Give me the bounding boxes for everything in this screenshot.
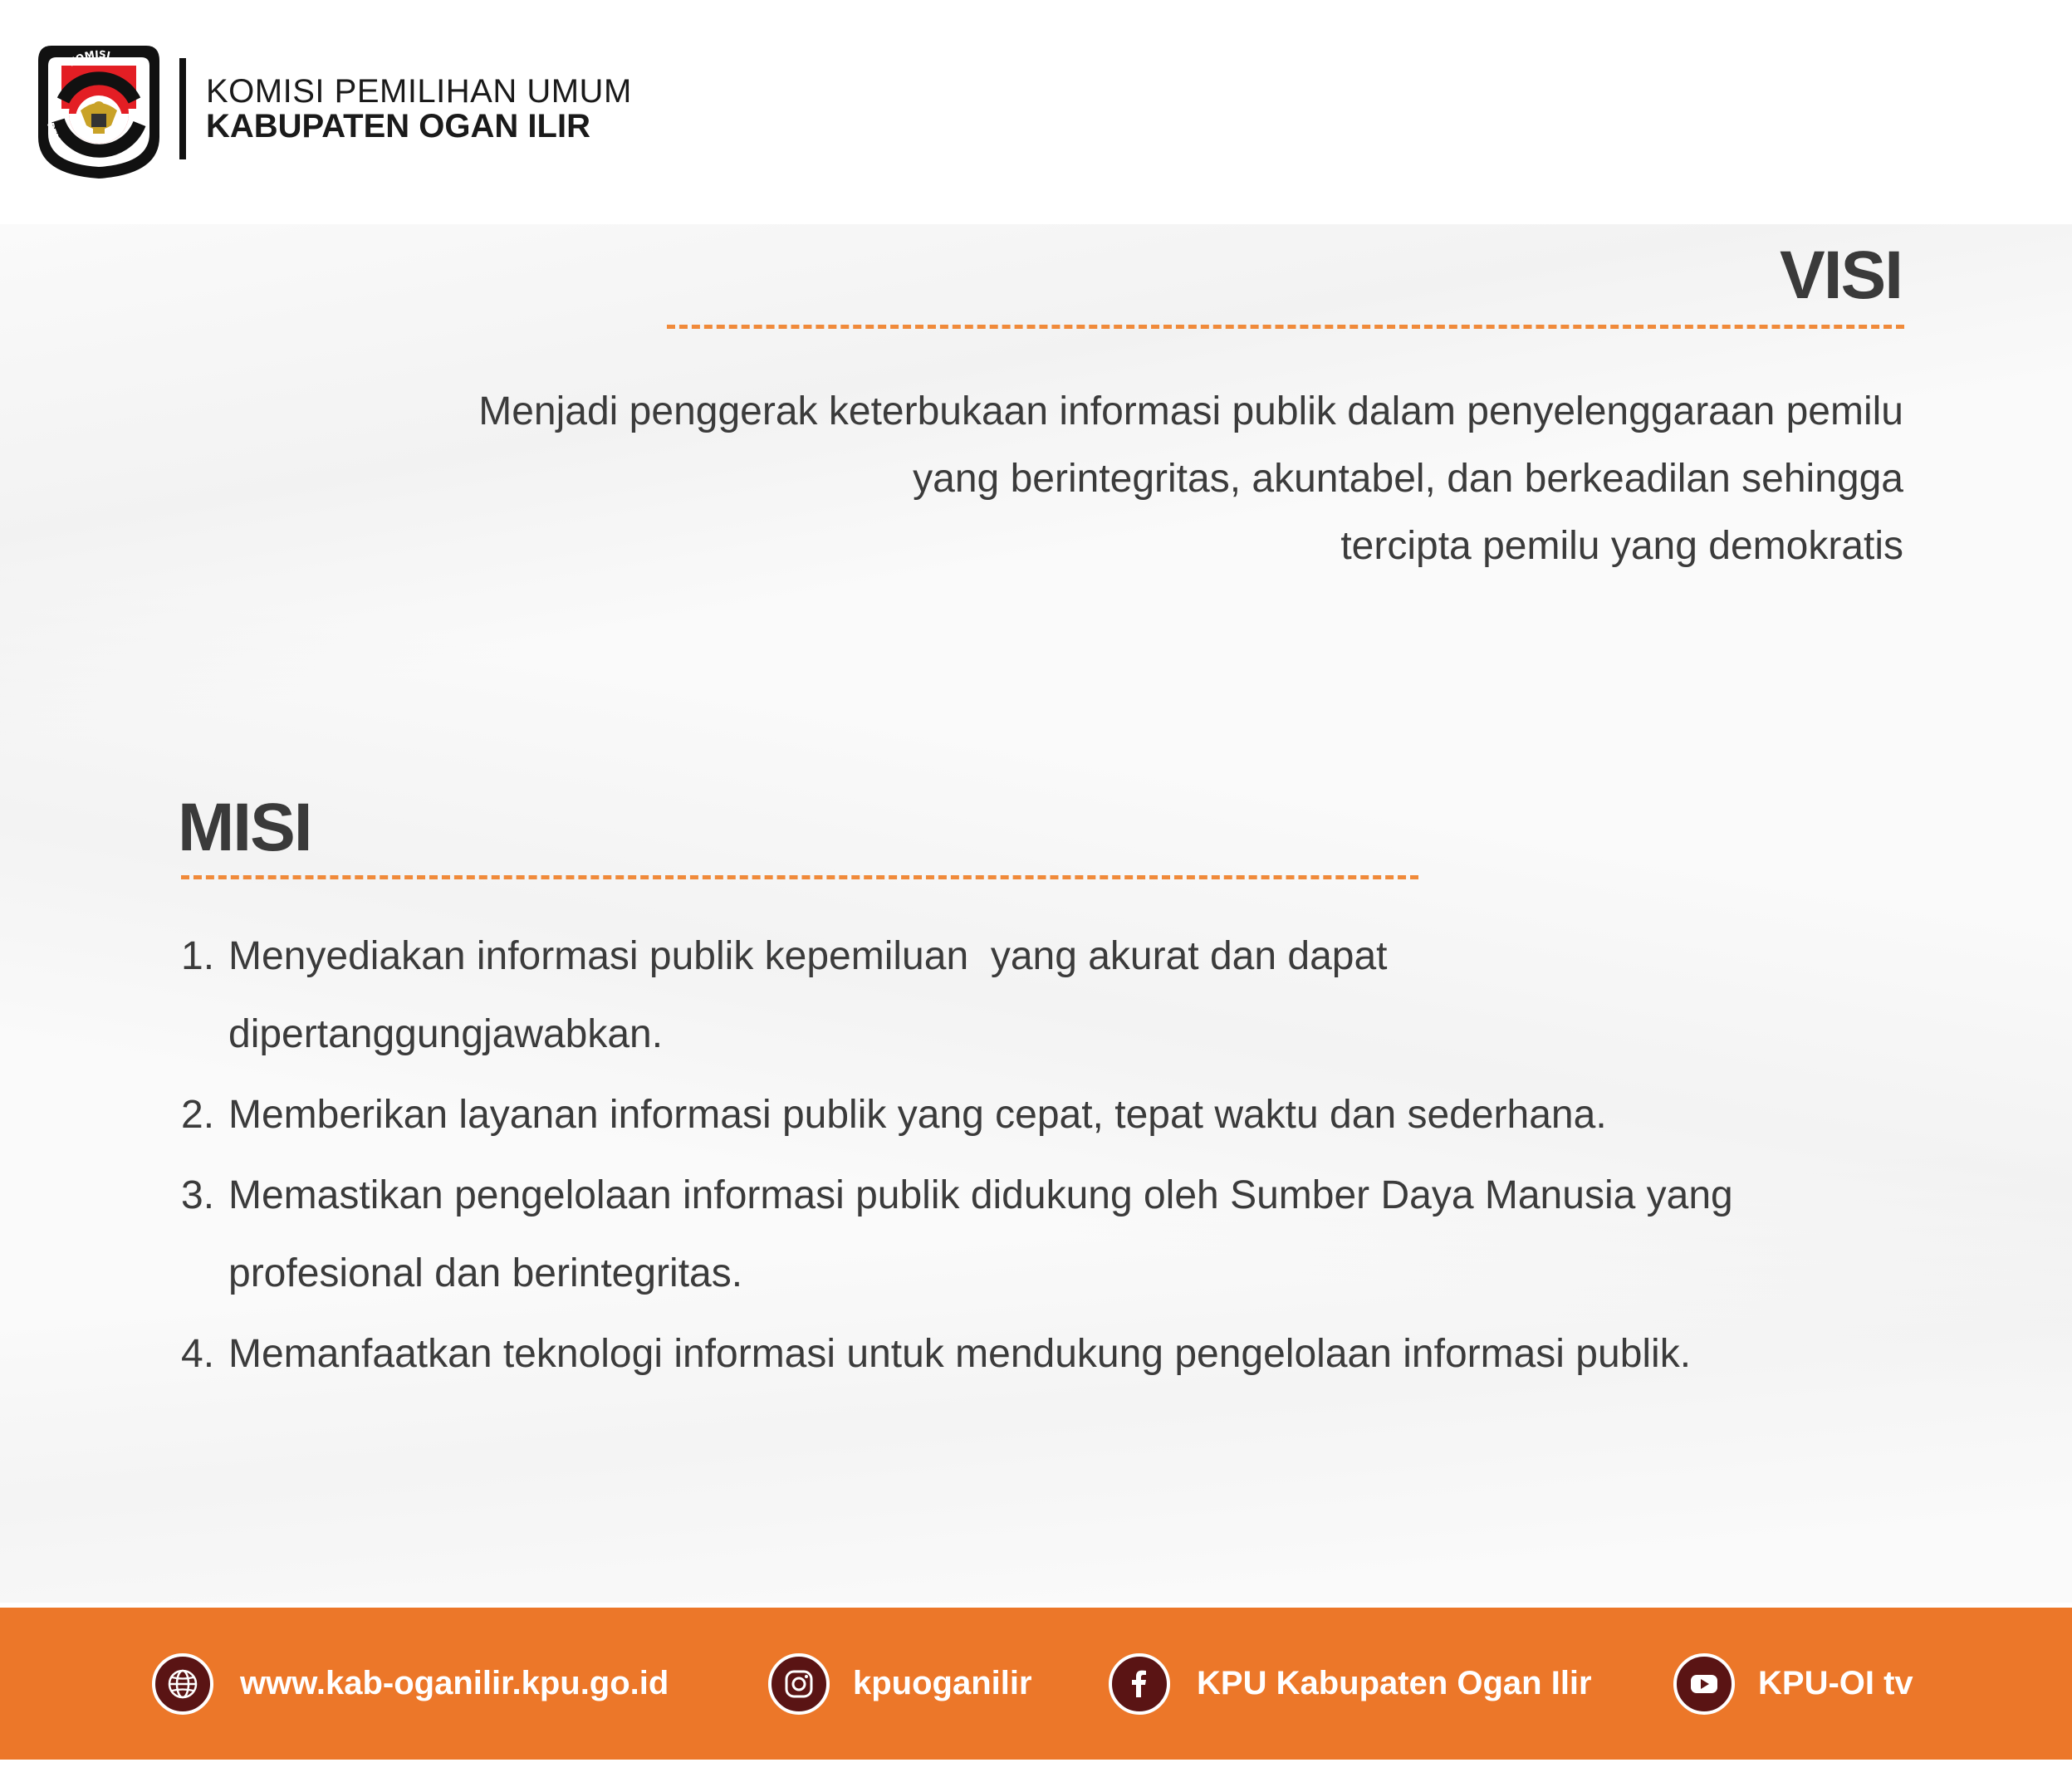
misi-text (228, 1314, 1892, 1394)
misi-number: 4. (181, 1332, 215, 1376)
visi-line: tercipta pemilu yang demokratis (1340, 524, 1903, 568)
svg-text:KOMISI: KOMISI (66, 48, 111, 69)
visi-title: VISI (1780, 237, 1902, 313)
misi-item (181, 1314, 1892, 1394)
header-divider (179, 58, 186, 159)
misi-number: 2. (181, 1093, 215, 1137)
misi-line: profesional dan berintegritas. (228, 1251, 743, 1295)
misi-line: Memberikan layanan informasi publik yang cepat, tepat waktu dan sederhana. (228, 1093, 1607, 1137)
misi-line: Menyediakan informasi publik kepemiluan yang akurat dan dapat (228, 934, 1388, 978)
footer-website[interactable] (152, 1608, 669, 1760)
misi-item (181, 1157, 1892, 1313)
footer-website-label[interactable]: www.kab-oganilir.kpu.go.id (240, 1665, 669, 1701)
misi-number: 1. (181, 934, 215, 978)
misi-line: Memanfaatkan teknologi informasi untuk mendukung pengelolaan informasi publik. (228, 1332, 1692, 1376)
globe-icon (152, 1653, 213, 1715)
youtube-icon (1673, 1653, 1735, 1715)
visi-statement (409, 378, 1903, 580)
misi-line: Memastikan pengelolaan informasi publik didukung oleh Sumber Daya Manusia yang (228, 1173, 1733, 1217)
footer-facebook-label[interactable]: KPU Kabupaten Ogan Ilir (1197, 1665, 1592, 1701)
misi-list (181, 918, 1892, 1396)
facebook-icon (1109, 1653, 1170, 1715)
kpu-logo (35, 37, 163, 180)
footer-instagram[interactable] (768, 1608, 1032, 1760)
org-name-line2: KABUPATEN OGAN ILIR (206, 108, 590, 144)
misi-text (228, 1157, 1892, 1313)
instagram-icon (768, 1653, 830, 1715)
misi-item (181, 918, 1892, 1074)
misi-divider (181, 875, 1418, 879)
org-name-line1: KOMISI PEMILIHAN UMUM (206, 73, 632, 110)
visi-line: Menjadi penggerak keterbukaan informasi publik dalam penyelenggaraan pemilu (478, 389, 1903, 433)
footer-bar (0, 1608, 2072, 1760)
misi-title: MISI (178, 790, 311, 865)
misi-line: dipertanggungjawabkan. (228, 1012, 664, 1056)
visi-divider (667, 325, 1904, 329)
misi-item (181, 1075, 1892, 1155)
svg-text:PEMILIHAN UMUM: PEMILIHAN UMUM (44, 121, 120, 169)
footer-facebook[interactable] (1109, 1608, 1592, 1760)
misi-text (228, 918, 1892, 1074)
footer-youtube-label[interactable]: KPU-OI tv (1758, 1665, 1913, 1701)
footer-youtube[interactable] (1673, 1608, 1913, 1760)
footer-instagram-label[interactable]: kpuoganilir (853, 1665, 1032, 1701)
misi-number: 3. (181, 1173, 215, 1217)
visi-line: yang berintegritas, akuntabel, dan berkeadilan sehingga (913, 457, 1903, 501)
misi-text (228, 1075, 1892, 1155)
